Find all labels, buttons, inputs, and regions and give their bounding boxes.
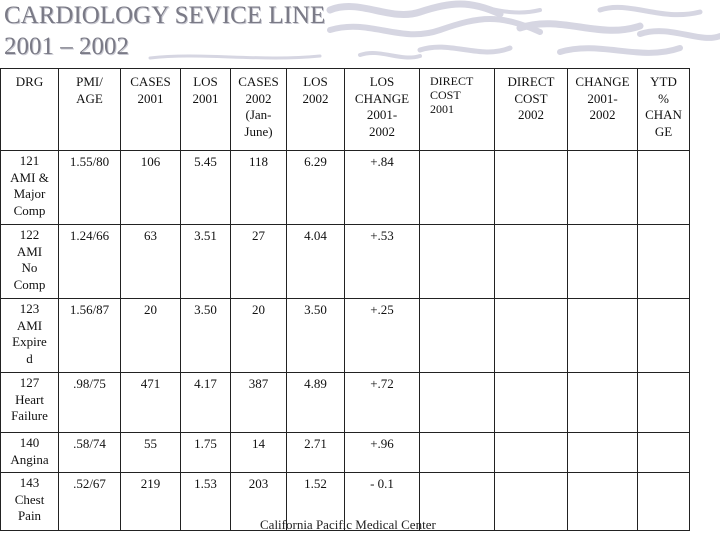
cardiology-table bbox=[0, 68, 690, 531]
cases2001-cell: 219 bbox=[121, 473, 181, 531]
dc2002-cell bbox=[495, 373, 568, 433]
los2002-cell: 4.04 bbox=[287, 225, 345, 299]
header-row bbox=[1, 69, 690, 151]
change-cell bbox=[568, 225, 638, 299]
dc2002-cell bbox=[495, 151, 568, 225]
los2002-cell: 3.50 bbox=[287, 299, 345, 373]
header-line: 2001 bbox=[192, 90, 219, 106]
header-line: 2002 bbox=[589, 107, 616, 122]
pmi-cell: .52/67 bbox=[59, 473, 121, 531]
change-cell bbox=[568, 299, 638, 373]
table-row bbox=[1, 299, 690, 373]
loschange-cell: - 0.1 bbox=[345, 473, 420, 531]
los2001-cell: 3.50 bbox=[181, 299, 231, 373]
drg-line: AMI bbox=[16, 317, 43, 333]
dc2001-cell bbox=[420, 373, 495, 433]
los2001-cell: 1.53 bbox=[181, 473, 231, 531]
drg-cell bbox=[1, 225, 59, 299]
pmi-cell: 1.55/80 bbox=[59, 151, 121, 225]
drg-line: Expire bbox=[12, 334, 47, 349]
los2002-cell: 2.71 bbox=[287, 433, 345, 473]
drg-line: 127 bbox=[19, 375, 40, 390]
drg-cell bbox=[1, 299, 59, 373]
change-cell bbox=[568, 433, 638, 473]
table-row bbox=[1, 225, 690, 299]
dc2002-cell bbox=[495, 473, 568, 531]
cases2001-cell: 63 bbox=[121, 225, 181, 299]
header-line: LOS bbox=[369, 74, 395, 89]
change-cell bbox=[568, 151, 638, 225]
drg-line: 143 bbox=[19, 475, 40, 490]
header-line: GE bbox=[654, 123, 673, 139]
loschange-cell: +.84 bbox=[345, 151, 420, 225]
dc2001-cell bbox=[420, 225, 495, 299]
cases2002-cell: 118 bbox=[231, 151, 287, 225]
ytd-cell bbox=[638, 151, 690, 225]
header-line: CASES bbox=[130, 74, 171, 89]
header-line: COST bbox=[514, 90, 548, 106]
loschange-cell: +.53 bbox=[345, 225, 420, 299]
drg-cell bbox=[1, 473, 59, 531]
page-title bbox=[4, 0, 325, 62]
header-change bbox=[568, 69, 638, 151]
header-line: 2001- bbox=[587, 90, 618, 106]
header-line: (Jan- bbox=[245, 107, 272, 122]
title-line-1: CARDIOLOGY SEVICE LINE bbox=[4, 2, 326, 29]
header-cases-2001 bbox=[121, 69, 181, 151]
drg-line: 123 bbox=[19, 301, 40, 316]
drg-line: No bbox=[21, 260, 38, 275]
dc2001-cell bbox=[420, 151, 495, 225]
header-line: % bbox=[658, 90, 669, 106]
table-row bbox=[1, 433, 690, 473]
header-line: LOS bbox=[193, 74, 218, 89]
drg-line: AMI & bbox=[10, 169, 49, 185]
cases2002-cell: 203 bbox=[231, 473, 287, 531]
header-line: AGE bbox=[76, 90, 103, 106]
drg-line: 122 bbox=[19, 227, 40, 242]
pmi-cell: .98/75 bbox=[59, 373, 121, 433]
change-cell bbox=[568, 373, 638, 433]
los2001-cell: 4.17 bbox=[181, 373, 231, 433]
header-line: 2002 bbox=[302, 90, 329, 106]
header-line: June) bbox=[244, 123, 273, 139]
header-line: 2001- bbox=[366, 107, 398, 122]
header-direct-cost-2002 bbox=[495, 69, 568, 151]
drg-line: 140 bbox=[19, 435, 40, 450]
header-cases-2002 bbox=[231, 69, 287, 151]
cases2002-cell: 14 bbox=[231, 433, 287, 473]
dc2002-cell bbox=[495, 433, 568, 473]
dc2002-cell bbox=[495, 299, 568, 373]
dc2001-cell bbox=[420, 433, 495, 473]
header-line: DRG bbox=[15, 74, 44, 89]
header-drg bbox=[1, 69, 59, 151]
header-line: DIRECT bbox=[507, 74, 555, 89]
drg-line: Comp bbox=[13, 276, 46, 292]
header-los-change bbox=[345, 69, 420, 151]
loschange-cell: +.72 bbox=[345, 373, 420, 433]
cases2002-cell: 27 bbox=[231, 225, 287, 299]
drg-line: Comp bbox=[13, 202, 46, 218]
drg-cell bbox=[1, 151, 59, 225]
header-line: 2002 bbox=[245, 90, 272, 106]
header-ytd-pct-change bbox=[638, 69, 690, 151]
ytd-cell bbox=[638, 299, 690, 373]
footer-organization: California Pacific Medical Center bbox=[260, 517, 436, 532]
drg-line: Major bbox=[13, 186, 46, 201]
los2001-cell: 1.75 bbox=[181, 433, 231, 473]
dc2001-cell bbox=[420, 299, 495, 373]
table-row bbox=[1, 151, 690, 225]
drg-line: Chest bbox=[14, 491, 45, 507]
header-line: PMI/ bbox=[76, 74, 103, 89]
header-line: 2001 bbox=[430, 102, 454, 116]
los2002-cell: 6.29 bbox=[287, 151, 345, 225]
los2002-cell: 4.89 bbox=[287, 373, 345, 433]
header-line: DIRECT bbox=[430, 74, 474, 88]
drg-cell bbox=[1, 373, 59, 433]
pmi-cell: 1.56/87 bbox=[59, 299, 121, 373]
table-row bbox=[1, 373, 690, 433]
header-line: 2002 bbox=[518, 107, 544, 122]
header-line: CHANGE bbox=[354, 90, 410, 106]
drg-line: Pain bbox=[17, 508, 42, 523]
cases2001-cell: 471 bbox=[121, 373, 181, 433]
ytd-cell bbox=[638, 473, 690, 531]
cases2001-cell: 55 bbox=[121, 433, 181, 473]
header-line: 2002 bbox=[369, 123, 395, 139]
header-line: CHAN bbox=[645, 107, 682, 122]
drg-line: Heart bbox=[15, 391, 44, 407]
drg-line: AMI bbox=[16, 243, 43, 259]
ytd-cell bbox=[638, 433, 690, 473]
header-line: YTD bbox=[650, 74, 677, 89]
drg-line: Angina bbox=[10, 451, 49, 467]
pmi-cell: .58/74 bbox=[59, 433, 121, 473]
cases2001-cell: 106 bbox=[121, 151, 181, 225]
change-cell bbox=[568, 473, 638, 531]
header-direct-cost-2001 bbox=[420, 69, 495, 151]
dc2002-cell bbox=[495, 225, 568, 299]
ytd-cell bbox=[638, 225, 690, 299]
title-line-2: 2001 – 2002 bbox=[4, 33, 129, 60]
los2001-cell: 3.51 bbox=[181, 225, 231, 299]
drg-line: d bbox=[26, 350, 33, 366]
header-line: 2001 bbox=[137, 90, 164, 106]
loschange-cell: +.96 bbox=[345, 433, 420, 473]
header-pmi-age bbox=[59, 69, 121, 151]
drg-line: Failure bbox=[11, 408, 48, 423]
header-los-2001 bbox=[181, 69, 231, 151]
header-los-2002 bbox=[287, 69, 345, 151]
los2002-cell: 1.52 bbox=[287, 473, 345, 531]
header-line: COST bbox=[430, 88, 461, 102]
loschange-cell: +.25 bbox=[345, 299, 420, 373]
drg-line: 121 bbox=[19, 153, 40, 168]
pmi-cell: 1.24/66 bbox=[59, 225, 121, 299]
cases2002-cell: 20 bbox=[231, 299, 287, 373]
ytd-cell bbox=[638, 373, 690, 433]
cases2002-cell: 387 bbox=[231, 373, 287, 433]
header-line: LOS bbox=[303, 74, 328, 89]
header-line: CASES bbox=[238, 74, 279, 89]
drg-cell bbox=[1, 433, 59, 473]
cases2001-cell: 20 bbox=[121, 299, 181, 373]
header-line: CHANGE bbox=[575, 74, 630, 89]
los2001-cell: 5.45 bbox=[181, 151, 231, 225]
